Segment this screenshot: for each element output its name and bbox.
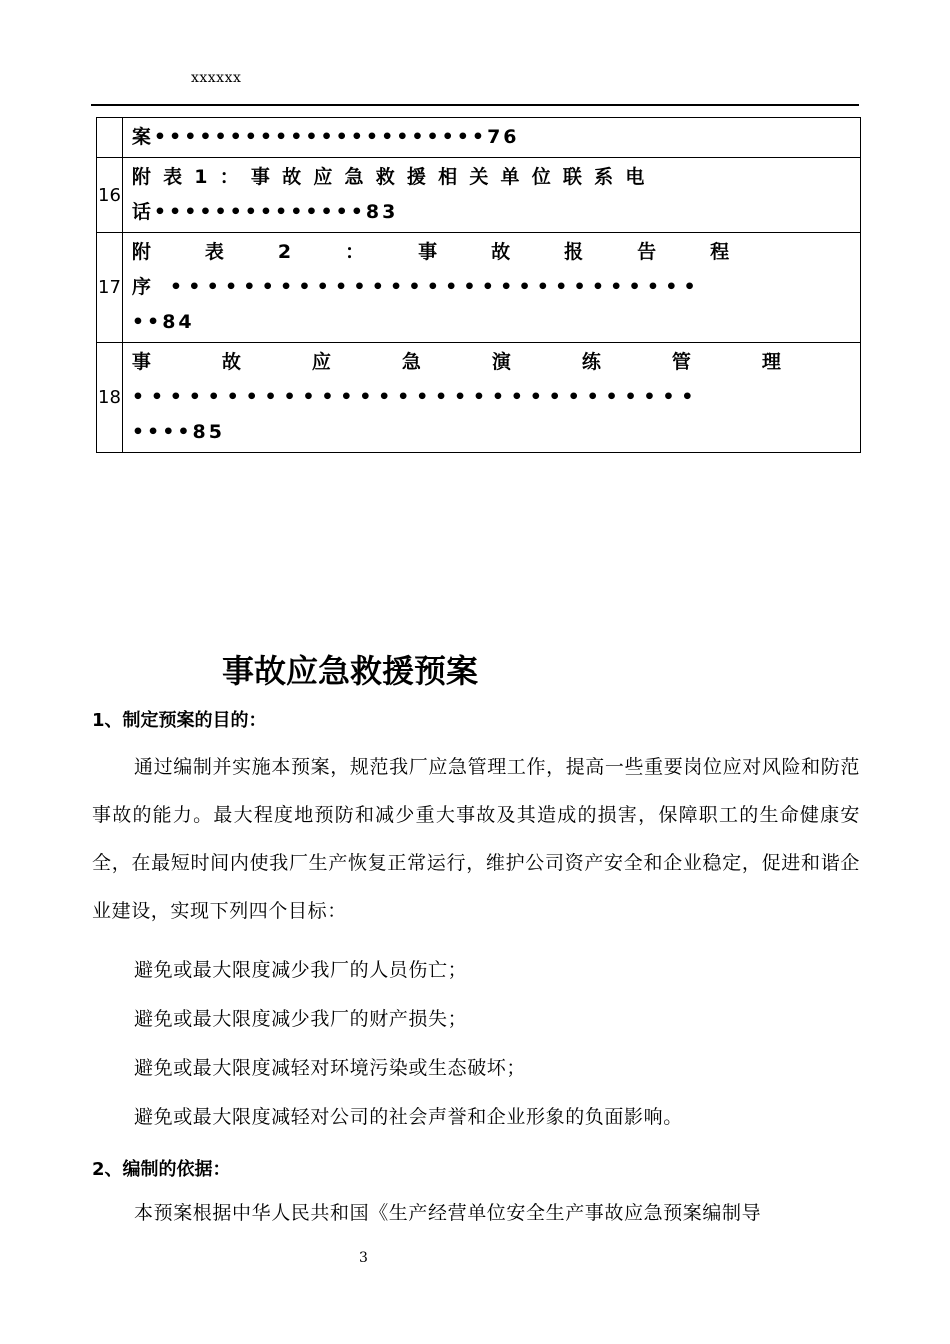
goal-item: 避免或最大限度减轻对环境污染或生态破坏； [134,1057,527,1079]
section-heading-purpose: 1、制定预案的目的： [92,710,267,731]
section-heading-basis: 2、编制的依据： [92,1159,231,1180]
toc-row [97,233,861,343]
goal-item: 避免或最大限度减少我厂的人员伤亡； [134,959,468,981]
document-title: 事故应急救援预案 [222,652,479,690]
toc-row-number: 16 [97,158,123,233]
page-number: 3 [359,1250,368,1266]
toc-entry [122,118,860,158]
toc-row [97,158,861,233]
header-rule [91,104,859,106]
toc-entry [122,343,860,453]
toc-table [96,117,861,453]
toc-row-number: 17 [97,233,123,343]
toc-entry-line: 附表2：事故报告程 [131,241,784,263]
toc-entry [122,233,860,343]
toc-entry [122,158,860,233]
toc-entry-line: ••84 [131,311,195,333]
toc-entry-line: •••••••••••••••••••••••••••••• [131,386,701,408]
toc-entry-line: 话••••••••••••••83 [131,201,399,223]
basis-paragraph: 本预案根据中华人民共和国《生产经营单位安全生产事故应急预案编制导 [134,1202,762,1224]
toc-row [97,343,861,453]
toc-entry-line: 事故应急演练管理 [131,351,852,373]
toc-entry-line: 附表1：事故应急救援相关单位联系电 [131,166,657,188]
page-header-text: xxxxxx [191,70,242,86]
toc-entry-line: 序 ••••••••••••••••••••••••••••• [131,276,702,298]
toc-row [97,118,861,158]
toc-row-number [97,118,123,158]
toc-row-number: 18 [97,343,123,453]
goal-item: 避免或最大限度减轻对公司的社会声誉和企业形象的负面影响。 [134,1106,683,1128]
toc-entry-line: ••••85 [131,421,225,443]
purpose-paragraph: 通过编制并实施本预案，规范我厂应急管理工作，提高一些重要岗位应对风险和防范事故的能力。最大程度地预防和减少重大事故及其造成的损害，保障职工的生命健康安全，在最短时间内使我厂生产恢复正常运行，维护公司资产安全和企业稳定，促进和谐企业建设，实现下列四个目标： [92,756,860,922]
goal-item: 避免或最大限度减少我厂的财产损失； [134,1008,468,1030]
toc-entry-line: 案••••••••••••••••••••••76 [131,126,520,148]
